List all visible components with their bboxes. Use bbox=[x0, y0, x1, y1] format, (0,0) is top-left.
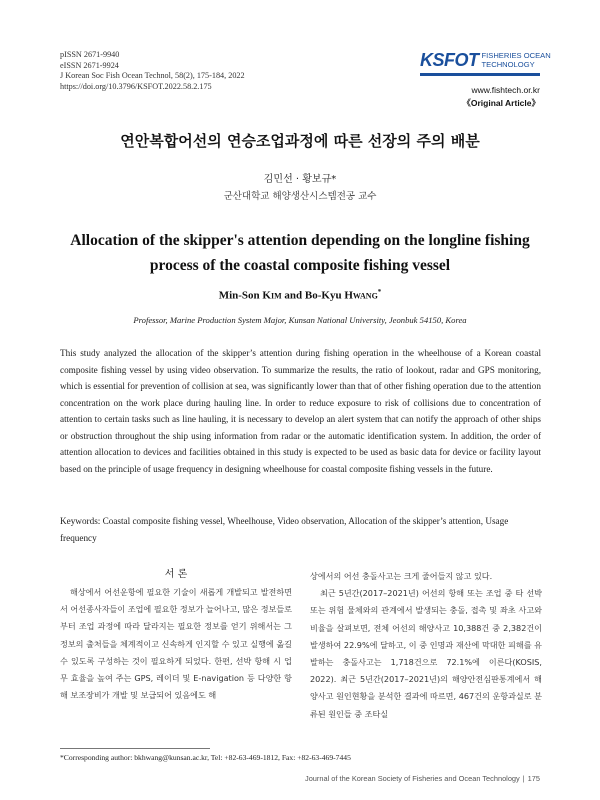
pissn: pISSN 2671-9940 bbox=[60, 50, 120, 59]
article-type: 《Original Article》 bbox=[462, 98, 540, 108]
english-title-line2: process of the coastal composite fishing vessel bbox=[149, 257, 451, 274]
english-affiliation: Professor, Marine Production System Major, Kunsan National University, Jeonbuk 54150, Korea bbox=[133, 315, 467, 325]
journal-logo bbox=[420, 50, 551, 76]
intro-paragraph: 최근 5년간(2017–2021년) 어선의 항해 또는 조업 중 타 선박 또는 위험 물체와의 관계에서 발생되는 충돌, 접촉 및 좌초 사고와 비율을 살펴보면, 전체 어선의 해양사고 10,388건 중 2,382건이 발생하여 22.9%에 달하고, 이 중 인명과 재산에 막대한 피해를 유발하는 충돌사고는 1,718건으로 72.1%에 이른다(KOSIS, 2022). 최근 5년간(2017–2021년)의 해양안전심판통계에서 해양사고 원인현황을 분석한 결과에 따르면, 467건의 운항과실로 분류된 원인들 중 조타실 bbox=[310, 588, 542, 719]
english-authors: Min-Son Kim and Bo-Kyu Hwang* bbox=[218, 288, 382, 302]
eissn: eISSN 2671-9924 bbox=[60, 60, 119, 70]
english-title bbox=[60, 228, 540, 278]
doi-link[interactable]: https://doi.org/10.3796/KSFOT.2022.58.2.175 bbox=[60, 81, 212, 91]
keywords: Keywords: Coastal composite fishing vessel, Wheelhouse, Video observation, Allocation of the skipper’s attention, Usage frequency bbox=[60, 516, 509, 543]
abstract: This study analyzed the allocation of the skipper’s attention during fishing operation in the wheelhouse of a Korean coastal composite fishing vessel by using video observation. To summarize the results, the ratio of lookout, radar and GPS monitoring, which is essential for prevention of collision at sea, was significantly lower than that of other fishing operation due to the attention concentration on the work place during hauling line. In order to reduce exposure to risk of collisions due to concentration of attention to certain tasks such as line hauling, it is necessary to develop an alert system that can notify the approach of other ships or obstruction throughout the ship using information from radar or the automatic identification system. In addition, the order of attention allocation to devices and facilities obtained in this study is expected to be used as basic data for device or facility layout based on the principle of usage frequency in designing wheelhouse for coastal composite fishing vessels in the future. bbox=[60, 348, 541, 474]
corresponding-author-footnote: *Corresponding author: bkhwang@kunsan.ac.kr, Tel: +82-63-469-1812, Fax: +82-63-469-7445 bbox=[60, 753, 351, 762]
intro-left-column bbox=[60, 568, 292, 704]
korean-affiliation: 군산대학교 해양생산시스템전공 교수 bbox=[223, 191, 377, 202]
korean-authors: 김민선 · 황보규* bbox=[263, 174, 337, 185]
logo-rule bbox=[420, 73, 540, 76]
publication-meta bbox=[60, 50, 245, 92]
page-footer: Journal of the Korean Society of Fisheries and Ocean Technology | 175 bbox=[305, 774, 540, 783]
footer-journal-name: Journal of the Korean Society of Fisheries and Ocean Technology bbox=[305, 774, 520, 783]
logo-subtitle: FISHERIES OCEAN TECHNOLOGY bbox=[481, 51, 551, 69]
citation: J Korean Soc Fish Ocean Technol, 58(2), 175-184, 2022 bbox=[60, 71, 245, 81]
journal-website[interactable]: www.fishtech.or.kr bbox=[471, 85, 540, 95]
intro-right-column bbox=[310, 568, 542, 723]
intro-paragraph: 해상에서 어선운항에 필요한 기술이 새롭게 개발되고 발전하면서 어선종사자들이 조업에 필요한 정보가 늘어나고, 많은 정보들로부터 조업 과정에 따라 달라지는 필요한 정보를 얻기 위해서는 그 정보의 출처들을 체계적이고 신속하게 인지할 수 있고 실행에 옮길 수 있도록 구성하는 것이 필요하게 되었다. 한편, 선박 항해 시 업무 효율을 높여 주는 GPS, 레이더 및 E-navigation 등 다양한 항해 보조장비가 개발 및 보급되어 있음에도 해 bbox=[60, 587, 292, 701]
page-number: 175 bbox=[527, 774, 540, 783]
intro-paragraph-continued: 상에서의 어선 충돌사고는 크게 줄어들지 않고 있다. bbox=[310, 571, 493, 581]
footnote-divider bbox=[60, 748, 210, 749]
logo-wordmark: KSFOT bbox=[420, 50, 479, 70]
english-title-line1: Allocation of the skipper's attention depending on the longline fishing bbox=[70, 232, 530, 249]
section-heading-intro: 서 론 bbox=[164, 569, 188, 580]
korean-title: 연안복합어선의 연승조업과정에 따른 선장의 주의 배분 bbox=[120, 132, 480, 150]
